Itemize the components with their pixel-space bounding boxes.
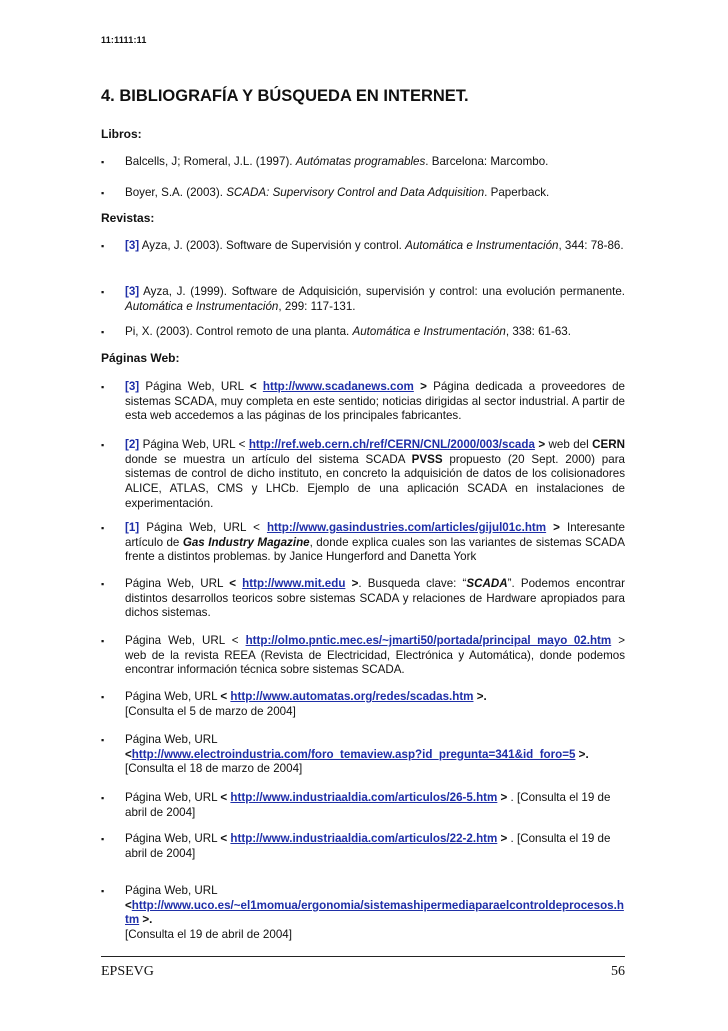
bullet: ▪: [101, 886, 105, 896]
consulta-date: [Consulta el 19 de abril de 2004]: [125, 928, 292, 942]
bullet: ▪: [101, 692, 105, 702]
bullet: ▪: [101, 579, 105, 589]
footer-school: EPSEVG: [101, 964, 154, 979]
list-item: ▪ Página Web, URL < http://www.industriaaldia.com/articulos/26-5.htm > . [Consulta el 19 de abril de 2004]: [101, 791, 611, 819]
heading-revistas: Revistas:: [101, 211, 155, 225]
header-code: 11:1111:11: [101, 35, 147, 45]
list-item: ▪ Página Web, URL <http://www.electroindustria.com/foro_temaview.asp?id_pregunta=341&id_foro=5 >. [Consulta el 18 de marzo de 2004]: [101, 733, 589, 776]
url-link[interactable]: http://ref.web.cern.ch/ref/CERN/CNL/2000/003/scada: [248, 438, 535, 451]
reference-marker: [3]: [125, 239, 140, 252]
list-item: ▪ Balcells, J; Romeral, J.L. (1997). Autómatas programables. Barcelona: Marcombo.: [101, 155, 549, 168]
bullet: ▪: [101, 327, 105, 337]
bullet: ▪: [101, 241, 105, 251]
list-item: ▪ Página Web, URL <http://www.uco.es/~el1momua/ergonomia/sistemashipermediaparaelcontroldeprocesos.htm >. [Consulta el 19 de abril de 2004]: [101, 884, 624, 942]
heading-libros: Libros:: [101, 127, 142, 141]
reference-marker: [3]: [125, 380, 140, 393]
bullet: ▪: [101, 834, 105, 844]
url-link[interactable]: http://www.automatas.org/redes/scadas.htm: [230, 690, 474, 703]
reference-marker: [3]: [125, 285, 140, 298]
bullet: ▪: [101, 636, 105, 646]
url-link[interactable]: http://www.gasindustries.com/articles/gijul01c.htm: [266, 521, 547, 534]
bullet: ▪: [101, 793, 105, 803]
url-link[interactable]: http://olmo.pntic.mec.es/~jmarti50/portada/principal_mayo_02.htm: [245, 634, 612, 647]
consulta-date: [Consulta el 18 de marzo de 2004]: [125, 762, 303, 776]
list-item: ▪ [3] Página Web, URL < http://www.scadanews.com > Página dedicada a proveedores de sistemas SCADA, muy completa en este sentido; noticias dirigidas al sector industrial. A partir de esta web accedemos a las páginas de los principales fabricantes.: [101, 380, 625, 423]
section-title: 4. BIBLIOGRAFÍA Y BÚSQUEDA EN INTERNET.: [101, 87, 469, 105]
list-item: ▪ Pi, X. (2003). Control remoto de una planta. Automática e Instrumentación, 338: 61-63.: [101, 325, 571, 338]
list-item: ▪ [1] Página Web, URL < http://www.gasindustries.com/articles/gijul01c.htm > Interesante artículo de Gas Industry Magazine, donde explica cuales son las variantes de sistemas SCADA frente a distintos problemas. by Janice Hungerford and Danetta York: [101, 521, 625, 564]
consulta-date: [Consulta el 5 de marzo de 2004]: [125, 704, 296, 718]
list-item: ▪ [3] Ayza, J. (1999). Software de Adquisición, supervisión y control: una evolución permanente. Automática e Instrumentación, 299: 117-131.: [101, 285, 625, 313]
reference-marker: [2]: [125, 438, 140, 451]
list-item: ▪ Página Web, URL < http://olmo.pntic.mec.es/~jmarti50/portada/principal_mayo_02.htm > web de la revista REEA (Revista de Electricidad, Electrónica y Automática), donde podemos encontrar información técnica sobre sistemas SCADA.: [101, 634, 625, 677]
bullet: ▪: [101, 440, 105, 450]
bullet: ▪: [101, 188, 105, 198]
list-item: ▪ [3] Ayza, J. (2003). Software de Supervisión y control. Automática e Instrumentación, 344: 78-86.: [101, 239, 624, 252]
reference-marker: [1]: [125, 521, 140, 534]
list-item: ▪ [2] Página Web, URL < http://ref.web.cern.ch/ref/CERN/CNL/2000/003/scada > web del CERN donde se muestra un artículo del sistema SCADA PVSS propuesto (20 Sept. 2000) para sistemas de control de dicho instituto, en concreto la adquisición de datos de los colisionadores ALICE, ATLAS, CMS y LHCb. Ejemplo de una aplicación SCADA en instalaciones de experimentación.: [101, 438, 625, 510]
list-item: ▪ Página Web, URL < http://www.industriaaldia.com/articulos/22-2.htm > . [Consulta el 19 de abril de 2004]: [101, 832, 611, 860]
bullet: ▪: [101, 382, 105, 392]
url-link[interactable]: http://www.industriaaldia.com/articulos/26-5.htm: [230, 791, 498, 804]
url-link[interactable]: http://www.mit.edu: [242, 577, 346, 590]
list-item: ▪ Página Web, URL < http://www.mit.edu >. Busqueda clave: “SCADA”. Podemos encontrar distintos desarrollos teoricos sobre sistemas SCADA y relaciones de Hardware apropiados para dichos sistemas.: [101, 577, 625, 620]
list-item: ▪ Página Web, URL < http://www.automatas.org/redes/scadas.htm >. [Consulta el 5 de marzo de 2004]: [101, 690, 487, 718]
bullet: ▪: [101, 523, 105, 533]
url-link[interactable]: http://www.scadanews.com: [262, 380, 414, 393]
list-item: ▪ Boyer, S.A. (2003). SCADA: Supervisory Control and Data Adquisition. Paperback.: [101, 186, 550, 199]
heading-paginas-web: Páginas Web:: [101, 351, 180, 365]
url-link[interactable]: http://www.uco.es/~el1momua/ergonomia/sistemashipermediaparaelcontroldeprocesos.htm: [125, 898, 624, 927]
bullet: ▪: [101, 157, 105, 167]
page-number: 56: [611, 964, 625, 979]
bullet: ▪: [101, 735, 105, 745]
bullet: ▪: [101, 287, 105, 297]
url-link[interactable]: http://www.industriaaldia.com/articulos/22-2.htm: [230, 832, 498, 845]
url-link[interactable]: http://www.electroindustria.com/foro_temaview.asp?id_pregunta=341&id_foro=5: [131, 747, 576, 761]
footer-divider: [101, 956, 625, 957]
